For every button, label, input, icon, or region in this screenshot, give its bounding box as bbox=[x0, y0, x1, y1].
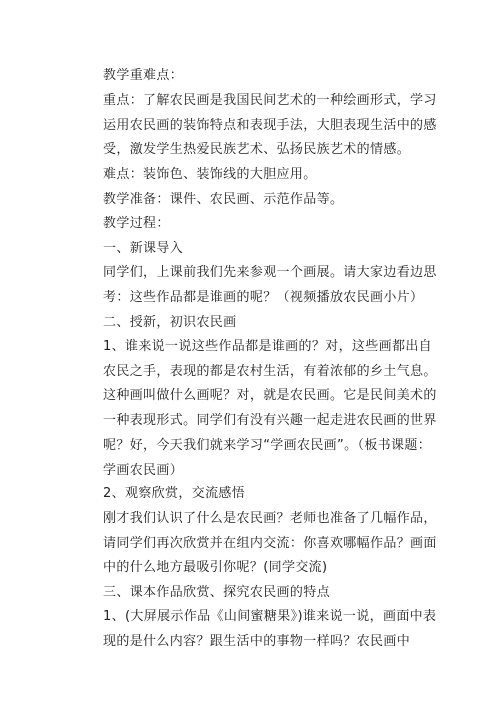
section-heading-new-lesson: 二、授新，初识农民画 bbox=[103, 315, 237, 330]
section-heading-key-points: 教学重难点： bbox=[103, 68, 184, 83]
section-heading-introduction: 一、新课导入 bbox=[103, 241, 184, 256]
paragraph-introduction: 同学们，上课前我们先来参观一个画展。请大家边看边思考：这些作品都是谁画的呢？（视频播放农民画小片） bbox=[103, 265, 437, 305]
paragraph-textbook-works: 1、(大屏展示作品《山间蜜糖果》)谁来说一说，画面中表现的是什么内容？跟生活中的事物一样吗？农民画中 bbox=[103, 609, 437, 649]
section-heading-process: 教学过程： bbox=[103, 216, 170, 231]
section-heading-observe: 2、观察欣赏，交流感悟 bbox=[103, 486, 246, 501]
section-heading-textbook-works: 三、课本作品欣赏、探究农民画的特点 bbox=[103, 585, 330, 600]
paragraph-key-point: 重点：了解农民画是我国民间艺术的一种绘画形式，学习运用农民画的装饰特点和表现手法，大胆表现生活中的感受，激发学生热爱民族艺术、弘扬民族艺术的情感。 bbox=[103, 93, 437, 158]
paragraph-difficulty: 难点：装饰色、装饰线的大胆应用。 bbox=[103, 167, 317, 182]
paragraph-who-painted: 1、谁来说一说这些作品都是谁画的？对，这些画都出自农民之手，表现的都是农村生活，有着浓郁的乡土气息。这种画叫做什么画呢？对，就是农民画。它是民间美术的一种表现形式。同学们有没有兴趣一起走进农民画的世界呢？好，今天我们就来学习“学画农民画”。（板书课题：学画农民画） bbox=[103, 339, 437, 478]
paragraph-observe: 刚才我们认识了什么是农民画？老师也准备了几幅作品，请同学们再次欣赏并在组内交流：你喜欢哪幅作品？画面中的什么地方最吸引你呢？(同学交流) bbox=[103, 511, 437, 576]
paragraph-preparation: 教学准备：课件、农民画、示范作品等。 bbox=[103, 192, 344, 207]
